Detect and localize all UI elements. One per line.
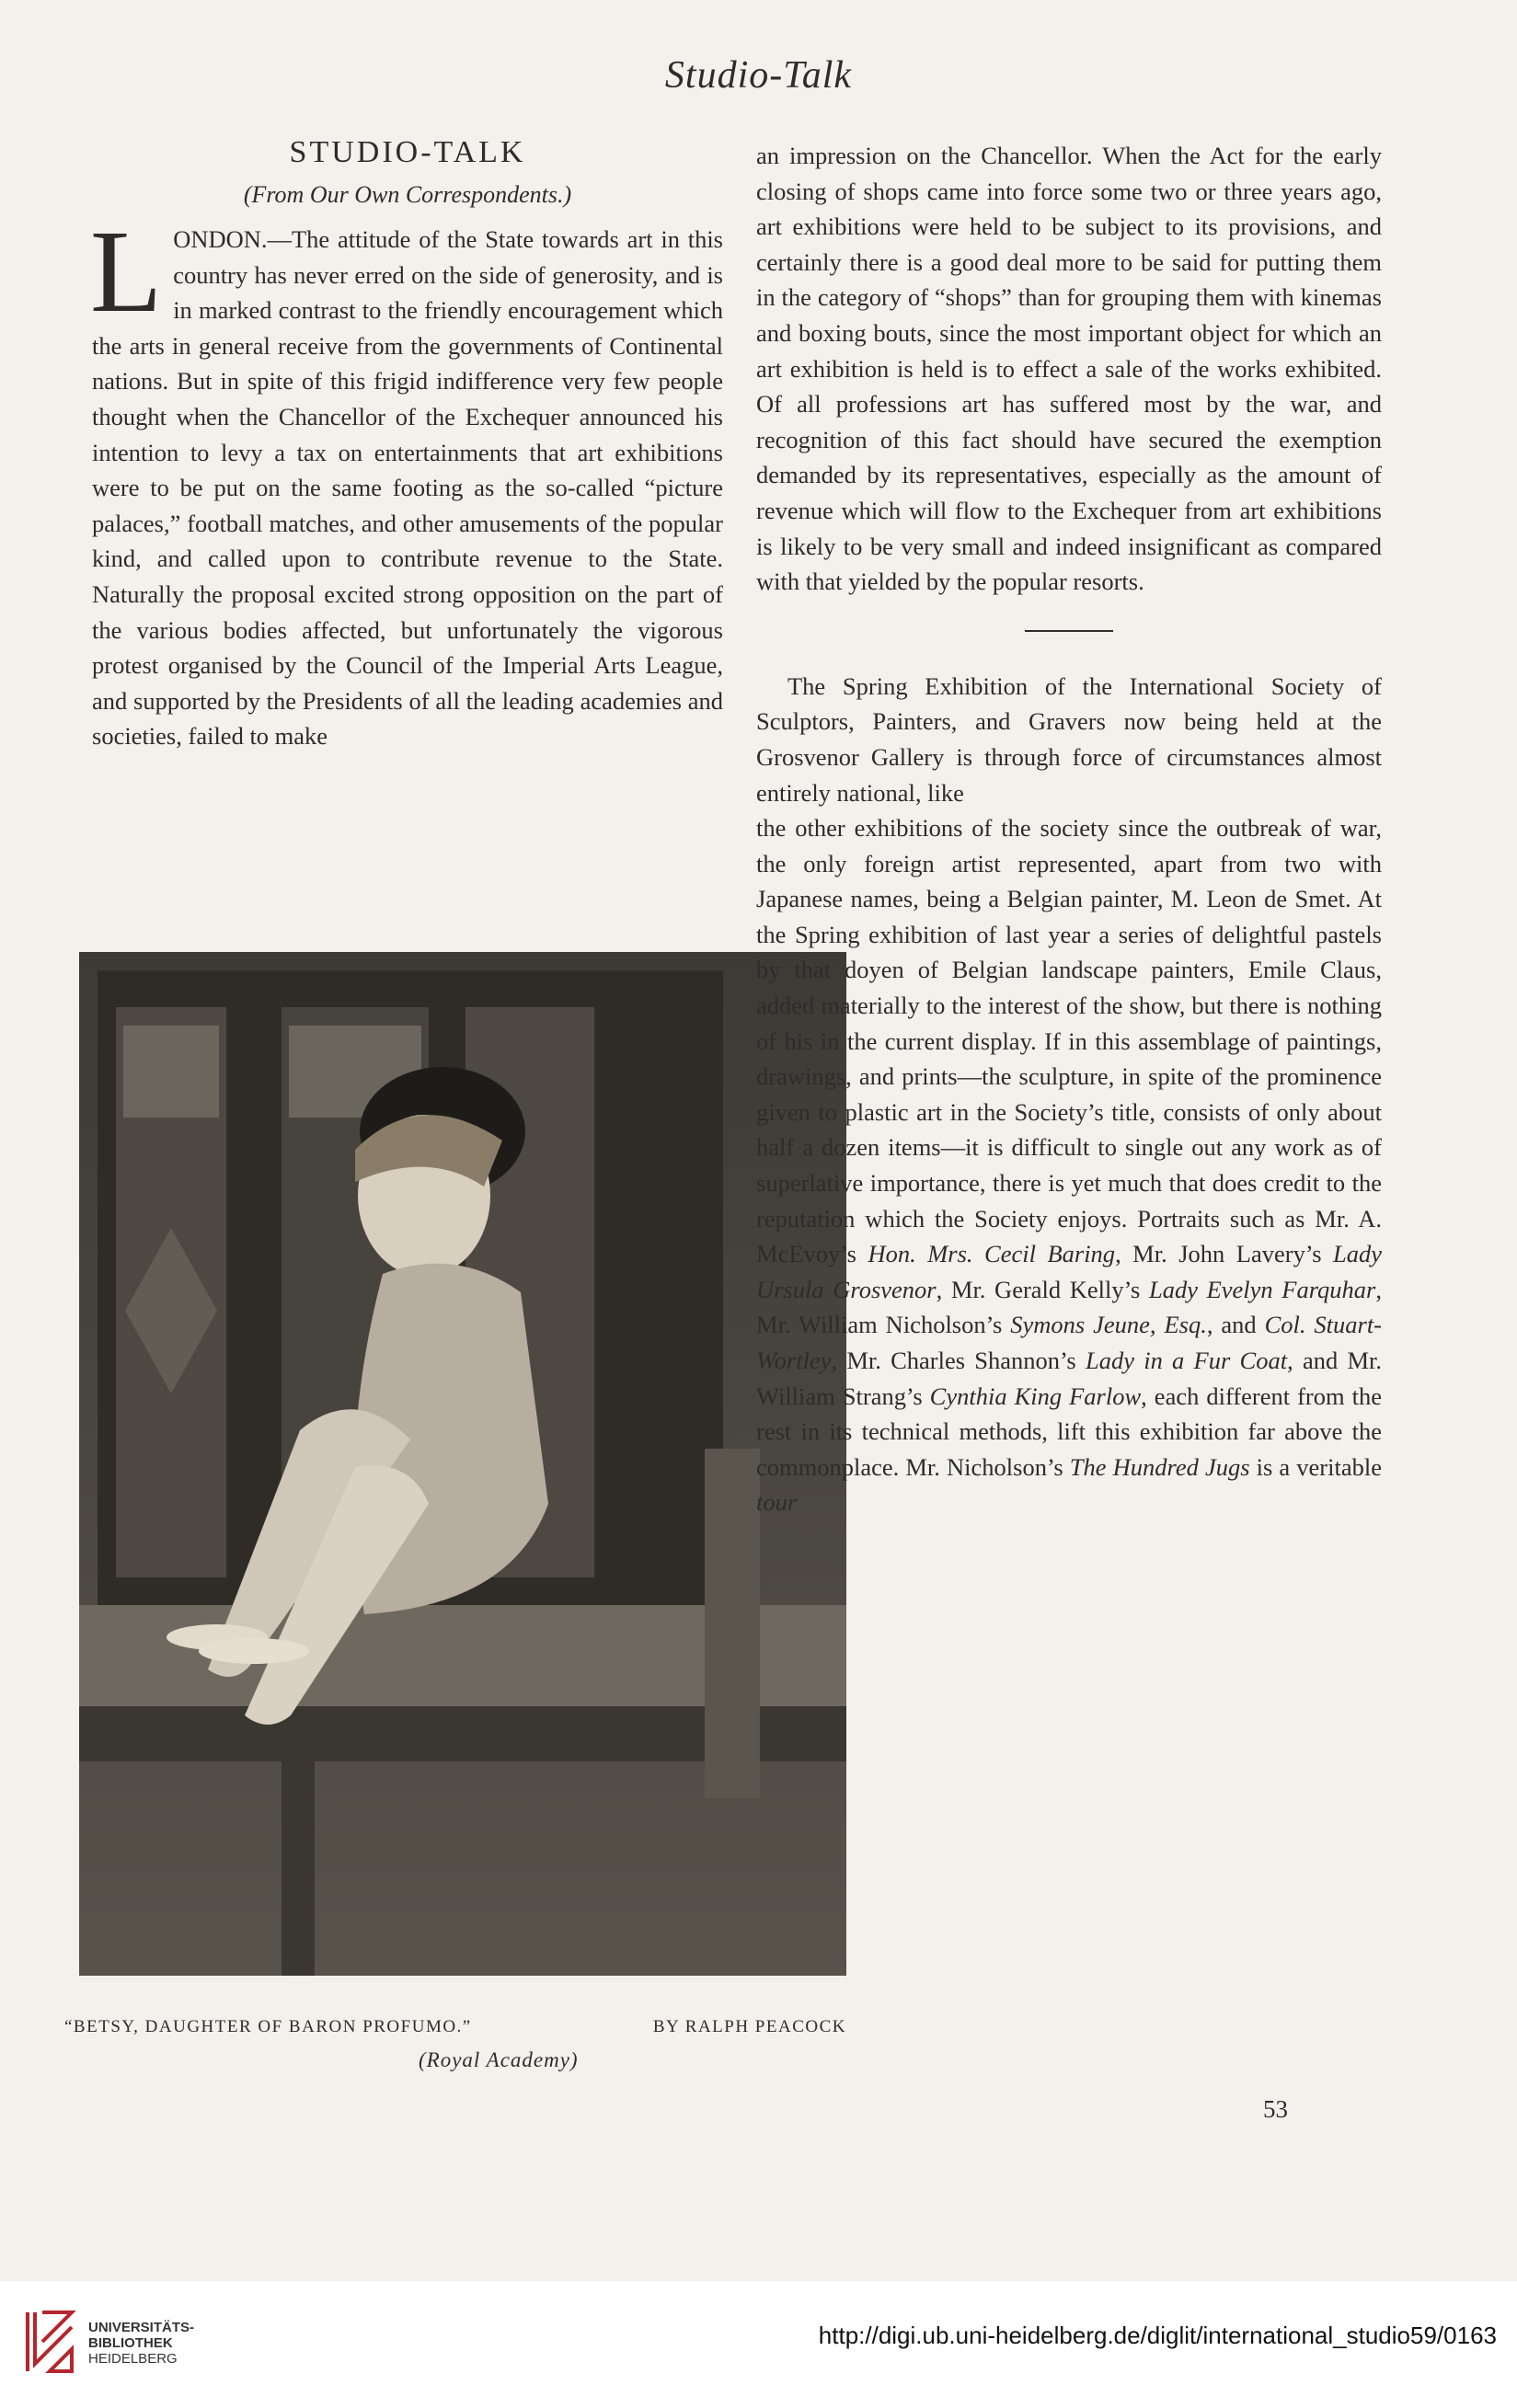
work-title: Symons Jeune, Esq. xyxy=(1010,1311,1207,1339)
portrait-photograph xyxy=(79,952,846,1976)
section-subtitle: (From Our Own Correspondents.) xyxy=(243,181,572,208)
work-title: Hon. Mrs. Cecil Baring xyxy=(868,1240,1116,1268)
paragraph-text: , each different from the rest in its technical methods, lift this exhibition far above the commonplace. Mr. Nicholson’s xyxy=(756,1382,1382,1481)
work-title: Col. Stuart-Wortley xyxy=(756,1311,1383,1374)
paragraph-text: , and Mr. William Strang’s xyxy=(756,1347,1382,1410)
work-title: The Hundred Jugs xyxy=(1069,1452,1250,1481)
digitization-footer xyxy=(0,2281,1517,2408)
running-head: Studio-Talk xyxy=(664,54,853,97)
left-column xyxy=(92,133,723,754)
paragraph-text: , Mr. John Lavery’s xyxy=(1115,1240,1334,1268)
library-name-line: BIBLIOTHEK xyxy=(88,2335,173,2351)
page-number: 53 xyxy=(1263,2095,1288,2123)
section-divider xyxy=(1025,630,1113,632)
caption-title: “BETSY, DAUGHTER OF BARON PROFUMO.” xyxy=(64,2017,472,2036)
right-column xyxy=(756,138,1382,1520)
portrait-illustration xyxy=(79,952,846,1976)
paragraph-text: ONDON.—The attitude of the State towards art in this country has never erred on the side of generosity, and is in marked contrast to the friendly encouragement which the arts in general receive from the governments of Continental nations. But in spite of this frigid indifference very few people thought when the Chancellor of the Exchequer announced his intention to levy a tax on entertainments that art exhibitions were to be put on the same footing as the so-called “picture palaces,” football matches, and other amusements of the popular kind, and called upon to contribute revenue to the State. Naturally the proposal excited strong opposition on the part of the various bodies affected, but unfortunately the vigorous protest organised by the Council of the Imperial Arts League, and supported by the Presidents of all the leading academies and societies, failed to make xyxy=(92,225,723,751)
library-name xyxy=(88,2320,194,2367)
paragraph-text: , Mr. Charles Shannon’s xyxy=(831,1347,1086,1374)
library-name-line: HEIDELBERG xyxy=(88,2351,178,2367)
article-paragraph xyxy=(90,206,723,754)
paragraph-text: , and xyxy=(1206,1311,1265,1339)
work-title: Cynthia King Farlow xyxy=(929,1382,1142,1410)
permalink-url[interactable]: http://digi.ub.uni-heidelberg.de/diglit/international_studio59/0163 xyxy=(818,2322,1497,2349)
paragraph-text: the other exhibitions of the society since the outbreak of war, the only foreign artist represented, apart from two with Japanese names, being a Belgian painter, M. Leon de Smet. At the Spring exhibition of last year a series of delightful pastels by that doyen of Belgian landscape painters, Emile Claus, added materially to the interest of the show, but there is nothing of his in the current display. If in this assemblage of paintings, drawings, and prints—the sculpture, in spite of the prominence given to plastic art in the Society’s title, consists of only about half a dozen items—it is difficult to single out any work as of superlative importance, there is yet much that does credit to the reputation which the Society enjoys. Portraits such as Mr. A. McEvoy’s xyxy=(756,814,1382,1268)
caption-artist: BY RALPH PEACOCK xyxy=(652,2017,846,2036)
library-name-line: UNIVERSITÄTS- xyxy=(88,2320,195,2335)
paragraph-wrapped xyxy=(756,810,1382,1520)
paragraph-text: is a veritable xyxy=(1249,1452,1382,1481)
work-title: Lady Ursula Grosvenor xyxy=(756,1240,1383,1303)
work-title: Lady in a Fur Coat xyxy=(1085,1347,1288,1374)
drop-cap: L xyxy=(90,206,163,337)
italic-word: tour xyxy=(756,1488,798,1517)
paragraph-text: , Mr. Gerald Kelly’s xyxy=(936,1275,1149,1303)
paragraph-spring-exhibition: The Spring Exhibition of the International Society of Sculptors, Painters, and Gravers now being held at the Grosvenor Gallery is through force of circumstances almost entirely national, like xyxy=(756,671,1382,807)
paragraph-continued: an impression on the Chancellor. When the Act for the early closing of shops came into force some two or three years ago, art exhibitions were held to be subject to its provisions, and certainly there is a good deal more to be said for putting them in the category of “shops” than for grouping them with kinemas and boxing bouts, since the most important object for which an art exhibition is held is to effect a sale of the works exhibited. Of all professions art has suffered most by the war, and recognition of this fact should have secured the exemption demanded by its representatives, especially as the amount of revenue which will flow to the Exchequer from art exhibitions is likely to be very small and indeed insignificant as compared with that yielded by the popular resorts. xyxy=(756,142,1382,596)
paragraph-text: , Mr. William Nicholson’s xyxy=(756,1275,1382,1339)
library-logo-icon xyxy=(20,2305,79,2379)
work-title: Lady Evelyn Farquhar xyxy=(1148,1275,1376,1303)
section-title: STUDIO-TALK xyxy=(289,135,526,169)
caption-source: (Royal Academy) xyxy=(419,2048,579,2071)
